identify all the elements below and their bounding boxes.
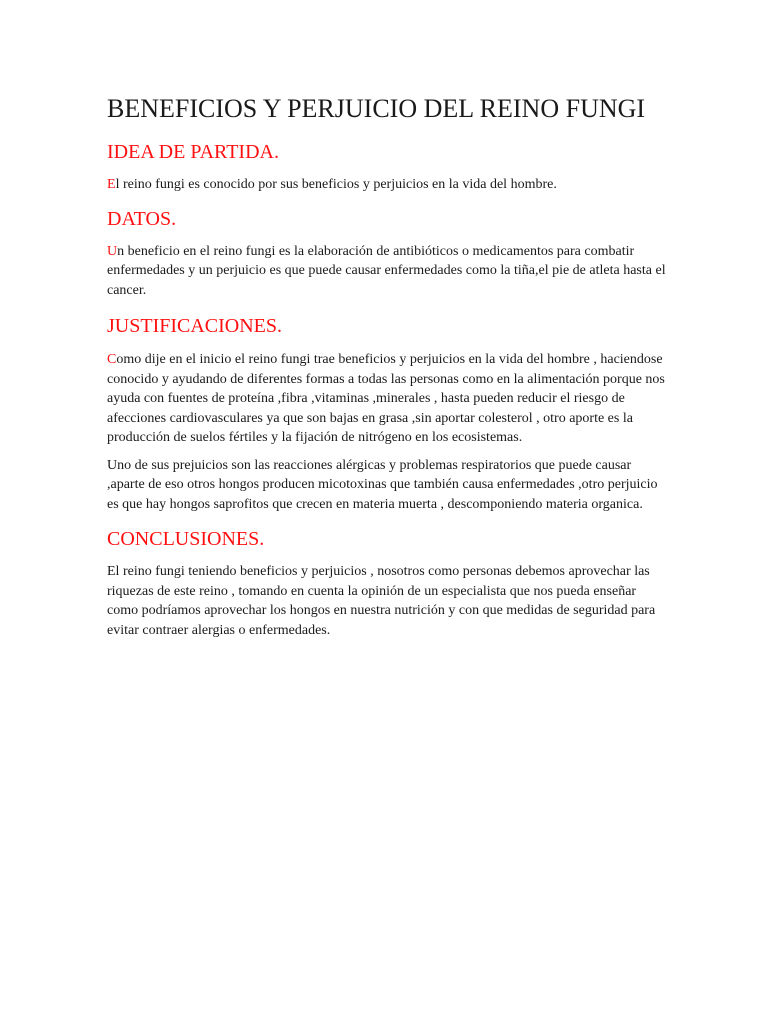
paragraph-conclusiones: El reino fungi teniendo beneficios y perjuicios , nosotros como personas debemos aprovechar las riquezas de este reino , tomando en cuenta la opinión de un especialista que nos pueda enseñar como podríamos aprovechar los hongos en nuestra nutrición y con que medidas de seguridad para evitar contraer alergias o enfermedades. <box>107 564 656 638</box>
heading-conclusiones: CONCLUSIONES. <box>107 528 265 550</box>
heading-datos: DATOS. <box>107 207 177 230</box>
paragraph-initial-letter: C <box>107 352 117 367</box>
heading-justificaciones: JUSTIFICACIONES. <box>107 315 283 337</box>
paragraph-justificaciones-prejuicios: Uno de sus prejuicios son las reacciones alérgicas y problemas respiratorios que puede causar ,aparte de eso otros hongos producen micotoxinas que también causa enfermedades ,otro perjuicio es que hay hongos saprofitos que crecen en materia muerta , descomponiendo materia organica. <box>107 457 658 512</box>
document-page <box>107 92 667 640</box>
paragraph-text: omo dije en el inicio el reino fungi trae beneficios y perjuicios en la vida del hombre , haciendose conocido y ayudando de diferentes formas a todas las personas como en la alimentación porque nos ayuda con fuentes de proteína ,fibra ,vitaminas ,minerales , hasta pueden reducir el riesgo de afecciones cardiovasculares ya que son bajas en grasa ,sin aportar colesterol , otro aporte es la producción de suelos fértiles y la fijación de nitrógeno en los ecosistemas. <box>107 352 665 445</box>
paragraph-initial-letter: E <box>107 177 116 192</box>
paragraph-text: n beneficio en el reino fungi es la elaboración de antibióticos o medicamentos para combatir enfermedades y un perjuicio es que puede causar enfermedades como la tiña,el pie de atleta hasta el cancer. <box>107 243 666 298</box>
document-title: BENEFICIOS Y PERJUICIO DEL REINO FUNGI <box>107 94 646 123</box>
paragraph-datos <box>107 242 667 301</box>
paragraph-initial-letter: U <box>107 243 118 259</box>
heading-idea-de-partida: IDEA DE PARTIDA. <box>107 141 279 163</box>
paragraph-idea-de-partida <box>107 175 667 195</box>
paragraph-justificaciones <box>107 350 667 448</box>
paragraph-text: l reino fungi es conocido por sus beneficios y perjuicios en la vida del hombre. <box>115 177 557 192</box>
